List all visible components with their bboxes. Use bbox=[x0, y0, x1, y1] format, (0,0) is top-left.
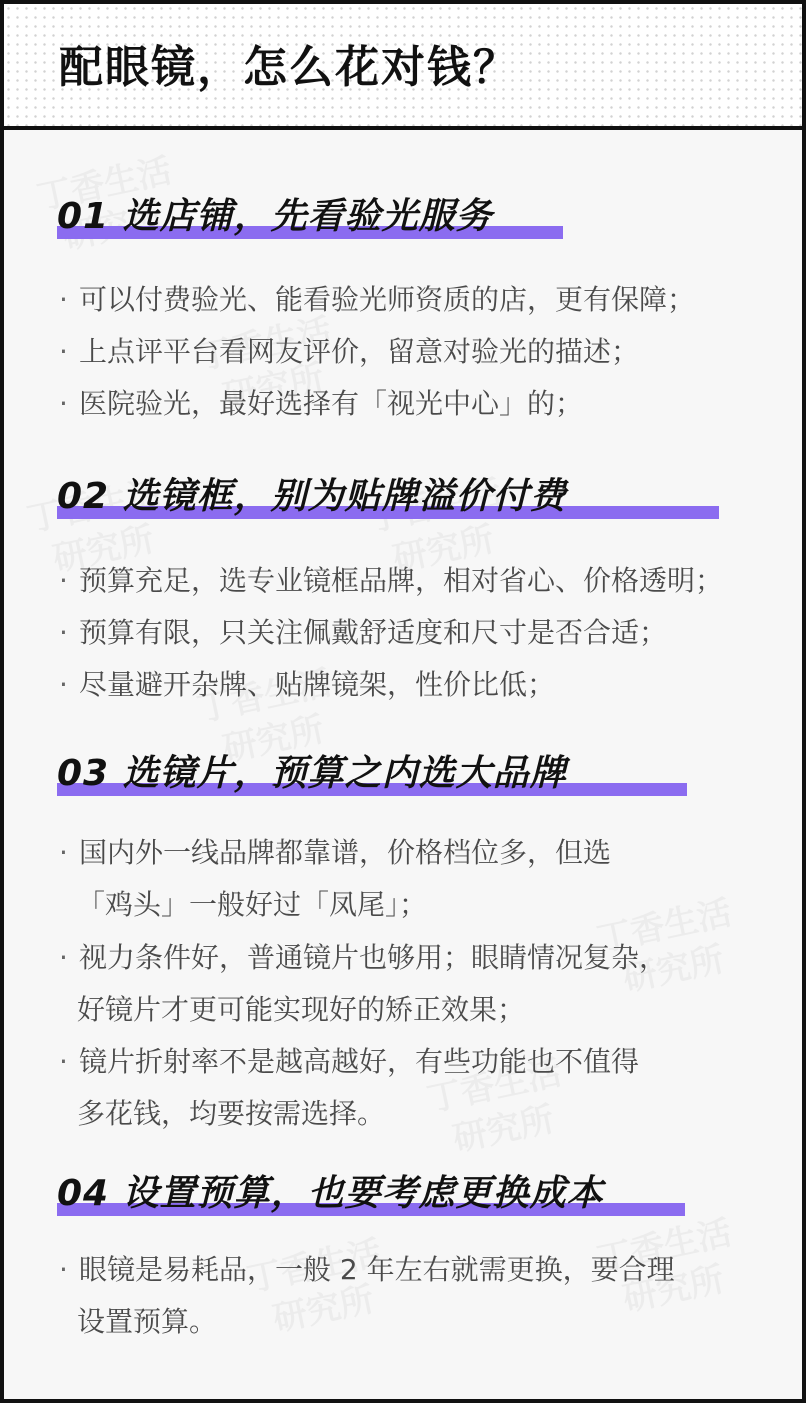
list-item: · 上点评平台看网友评价，留意对验光的描述； bbox=[59, 332, 639, 372]
list-item: · 可以付费验光、能看验光师资质的店，更有保障； bbox=[59, 280, 695, 320]
title-banner bbox=[4, 4, 802, 130]
list-item-continuation: 设置预算。 bbox=[77, 1305, 218, 1338]
page-title: 配眼镜，怎么花对钱？ bbox=[59, 42, 519, 93]
list-item: · 眼镜是易耗品，一般 2 年左右就需更换，要合理 bbox=[59, 1250, 675, 1290]
list-item: · 尽量避开杂牌、贴牌镜架，性价比低； bbox=[59, 665, 555, 705]
bullet-icon: · bbox=[59, 283, 68, 316]
bullet-icon: · bbox=[59, 564, 68, 597]
list-item: · 国内外一线品牌都靠谱，价格档位多，但选 bbox=[59, 833, 611, 873]
bullet-icon: · bbox=[59, 836, 68, 869]
list-item-continuation: 「鸡头」一般好过「凤尾」； bbox=[77, 888, 428, 921]
list-item: · 镜片折射率不是越高越好，有些功能也不值得 bbox=[59, 1042, 639, 1082]
bullet-icon: · bbox=[59, 616, 68, 649]
bullet-icon: · bbox=[59, 1045, 68, 1078]
list-item: · 预算有限，只关注佩戴舒适度和尺寸是否合适； bbox=[59, 613, 667, 653]
bullet-icon: · bbox=[59, 387, 68, 420]
list-item-continuation: 好镜片才更可能实现好的矫正效果； bbox=[77, 993, 526, 1026]
list-item: · 视力条件好，普通镜片也够用；眼睛情况复杂， bbox=[59, 938, 667, 978]
infographic-card: 配眼镜，怎么花对钱？ 01 选店铺，先看验光服务 · 可以付费验光、能看验光师资质的店，更有保障； · 上点评平台看网友评价，留意对验光的描述； · 医院验光，最好选择有「视光中心」的； 02 选镜框，别为贴牌溢价付费 · 预算充足，选专业镜框品牌，相对省心、价格透明； · 预算有限，只关注佩戴舒适度和尺寸是否合适； · 尽量避开杂牌、贴牌镜架，性价比低； 03 选镜片，预算之内选大品牌 · 国内外一线品牌都靠谱，价格档位多，但选 「鸡头」一般好过「凤尾」； · 视力条件好，普通镜片也够用；眼睛情况复杂， 好镜片才更可能实现好的矫正效果； · 镜片折射率不是越高越好，有些功能也不值得 多花钱，均要按需选择。 04 设置预算，也要考虑更换成本 · 眼镜是易耗品，一般 2 年左右就需更换，要合理 设置预算。 bbox=[0, 0, 806, 1403]
list-item-continuation: 多花钱，均要按需选择。 bbox=[77, 1097, 386, 1130]
bullet-icon: · bbox=[59, 335, 68, 368]
list-item: · 医院验光，最好选择有「视光中心」的； bbox=[59, 384, 583, 424]
bullet-icon: · bbox=[59, 941, 68, 974]
list-item: · 预算充足，选专业镜框品牌，相对省心、价格透明； bbox=[59, 561, 723, 601]
bullet-icon: · bbox=[59, 1253, 68, 1286]
bullet-icon: · bbox=[59, 668, 68, 701]
